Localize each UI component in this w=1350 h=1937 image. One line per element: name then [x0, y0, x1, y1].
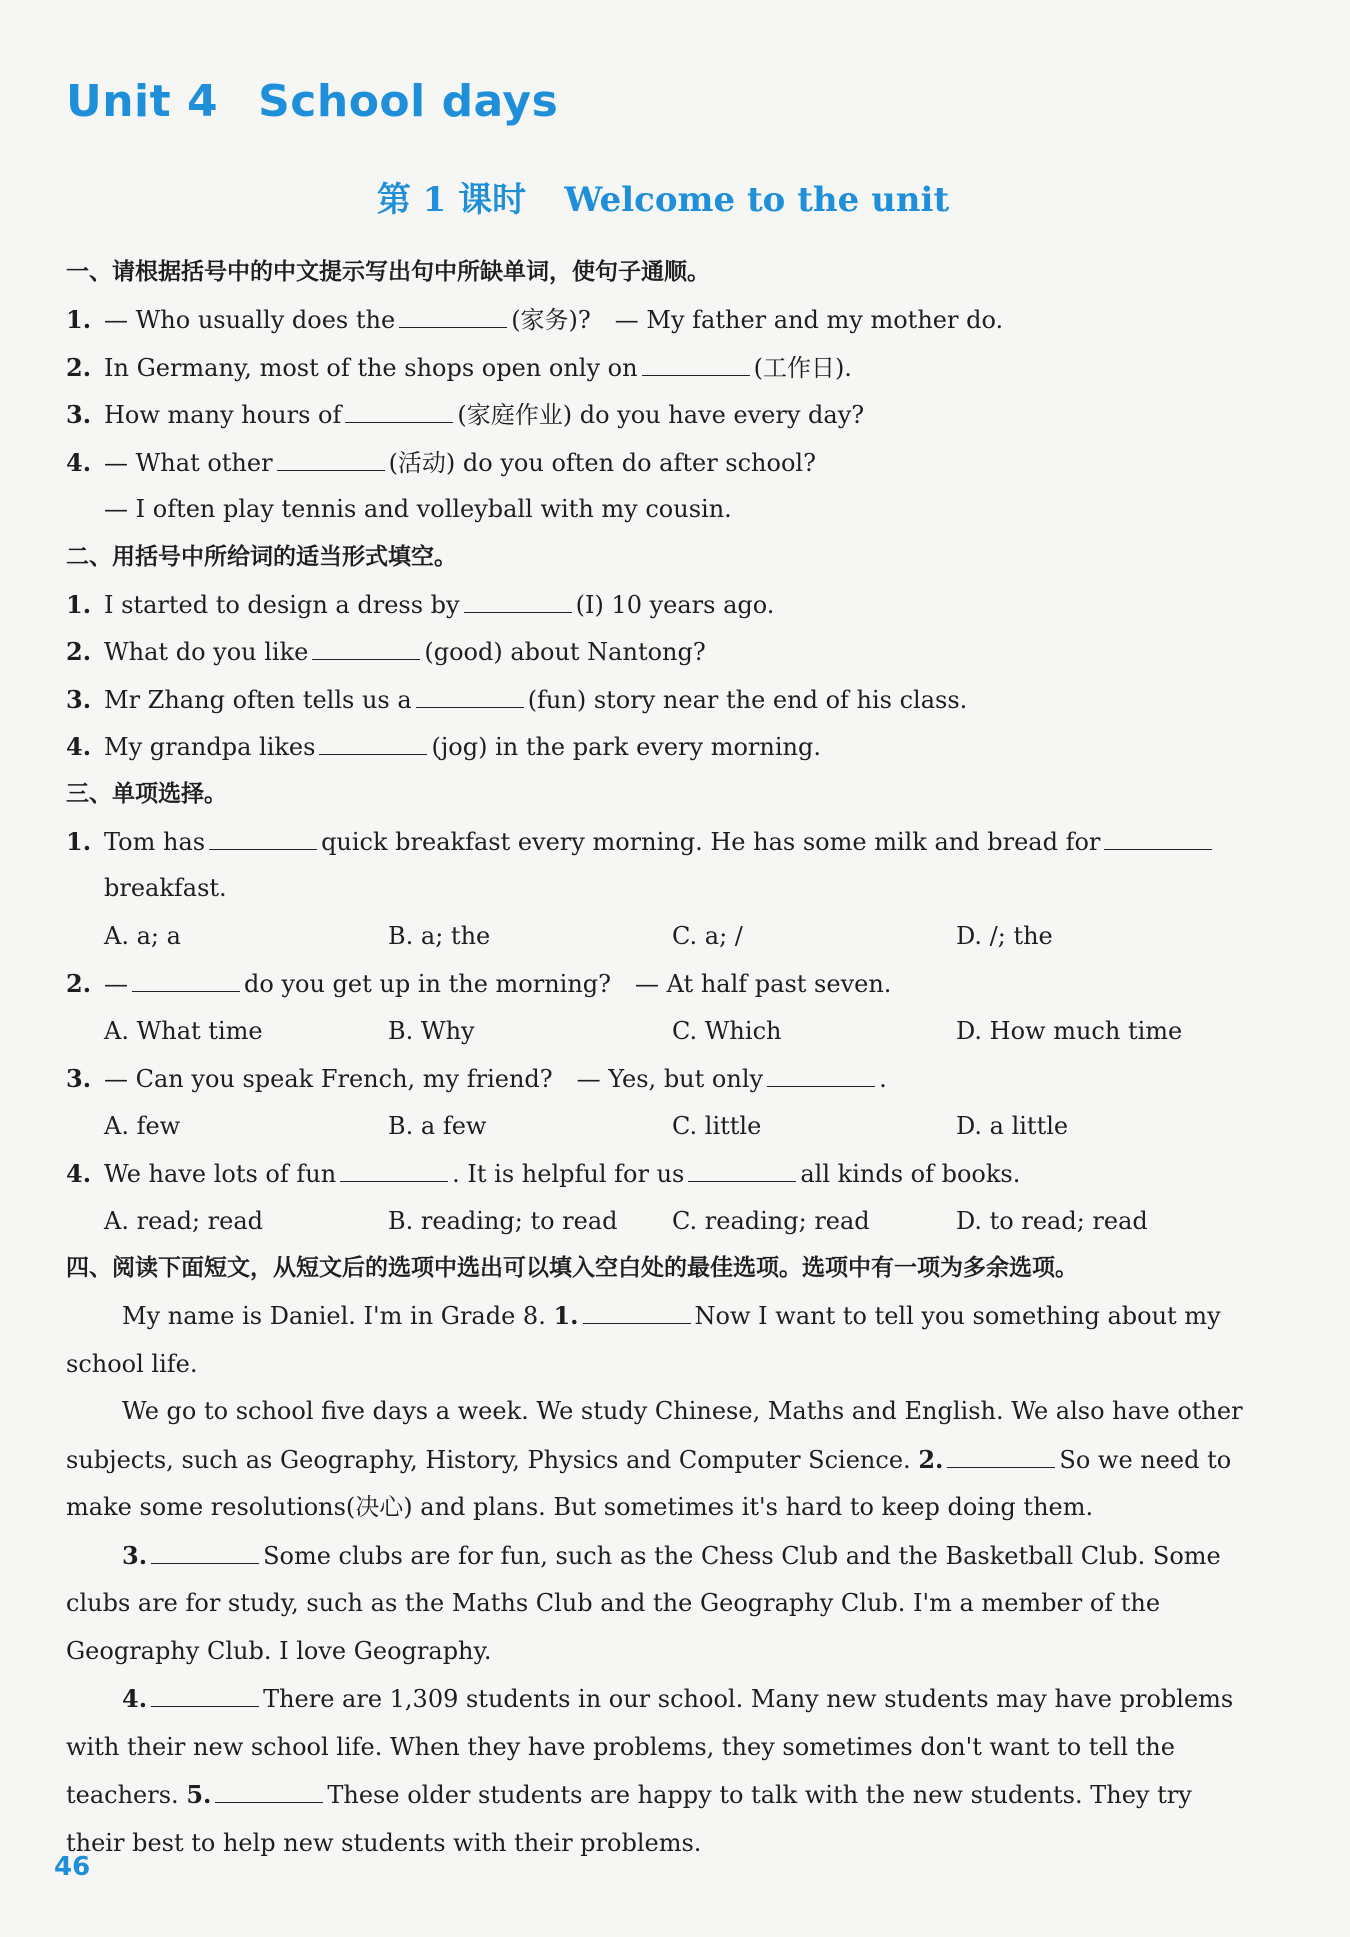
s2-item-1: 1. I started to design a dress by (I) 10 years ago. — [66, 589, 775, 619]
s3-q3-options — [66, 1103, 1260, 1151]
option-d[interactable]: D. a little — [956, 1111, 1069, 1140]
passage-paragraph-4: 4. There are 1,309 students in our school. Many new students may have problems with their new school life. When they have problems, they sometimes don't want to tell the teachers. 5. These older students are happy to talk with the new students. They try their best to help new students with their problems. — [66, 1684, 1234, 1857]
answer-blank[interactable] — [277, 448, 385, 471]
answer-blank[interactable] — [209, 827, 317, 850]
option-c[interactable]: C. reading; read — [672, 1206, 870, 1235]
option-b[interactable]: B. Why — [388, 1016, 475, 1045]
unit-label: Unit 4 — [66, 76, 219, 127]
s2-item-3: 3. Mr Zhang often tells us a (fun) story near the end of his class. — [66, 684, 968, 714]
option-b[interactable]: B. a few — [388, 1111, 487, 1140]
answer-blank[interactable] — [416, 685, 524, 708]
answer-blank[interactable] — [340, 1159, 448, 1182]
option-a[interactable]: A. few — [104, 1111, 181, 1140]
s1-item-2: 2. In Germany, most of the shops open only on (工作日). — [66, 352, 852, 382]
option-d[interactable]: D. to read; read — [956, 1206, 1148, 1235]
option-a[interactable]: A. a; a — [104, 921, 181, 950]
answer-blank[interactable] — [345, 400, 453, 423]
option-a[interactable]: A. read; read — [104, 1206, 263, 1235]
passage-paragraph-1: My name is Daniel. I'm in Grade 8. 1. Now I want to tell you something about my school life. — [66, 1301, 1221, 1378]
s3-q4-options — [66, 1198, 1260, 1246]
answer-blank[interactable] — [312, 637, 420, 660]
s3-q2: 2. — do you get up in the morning? — At half past seven. — [66, 969, 892, 998]
s3-q2-options — [66, 1008, 1260, 1056]
s3-q1: 1. Tom has quick breakfast every morning. He has some milk and bread for — [66, 818, 1260, 866]
section3-heading: 三、单项选择。 — [66, 780, 227, 807]
passage-blank-4[interactable] — [151, 1684, 259, 1707]
answer-blank[interactable] — [688, 1159, 796, 1182]
section2-heading: 二、用括号中所给词的适当形式填空。 — [66, 543, 457, 570]
lesson-name: Welcome to the unit — [564, 180, 950, 220]
passage-paragraph-3: 3. Some clubs are for fun, such as the Chess Club and the Basketball Club. Some clubs are for study, such as the Maths Club and the Geography Club. I'm a member of the Geography Club. I love Geography. — [66, 1540, 1221, 1665]
passage-blank-2[interactable] — [947, 1445, 1055, 1468]
s3-q4: 4. We have lots of fun . It is helpful for us all kinds of books. — [66, 1159, 1021, 1188]
answer-blank[interactable] — [642, 353, 750, 376]
page-number: 46 — [54, 1852, 91, 1882]
s1-item-4: 4. — What other (活动) do you often do after school? — [66, 447, 816, 477]
option-b[interactable]: B. reading; to read — [388, 1206, 618, 1235]
lesson-label: 第 1 课时 — [376, 180, 527, 220]
lesson-title — [66, 172, 1260, 221]
option-c[interactable]: C. Which — [672, 1016, 782, 1045]
answer-blank[interactable] — [319, 732, 427, 755]
option-d[interactable]: D. /; the — [956, 921, 1053, 950]
option-a[interactable]: A. What time — [104, 1016, 263, 1045]
answer-blank[interactable] — [1104, 827, 1212, 850]
passage-blank-3[interactable] — [151, 1541, 259, 1564]
option-c[interactable]: C. a; / — [672, 921, 743, 950]
s2-item-4: 4. My grandpa likes (jog) in the park every morning. — [66, 732, 821, 761]
passage-paragraph-2: We go to school five days a week. We study Chinese, Maths and English. We also have other subjects, such as Geography, History, Physics and Computer Science. 2. So we need to make some resolutions(决心) and plans. But sometimes it's hard to keep doing them. — [66, 1397, 1243, 1521]
s2-item-2: 2. What do you like (good) about Nantong? — [66, 637, 706, 666]
option-d[interactable]: D. How much time — [956, 1016, 1183, 1045]
answer-blank[interactable] — [399, 305, 507, 328]
answer-blank[interactable] — [464, 590, 572, 613]
unit-name: School days — [258, 76, 559, 127]
s1-item-3: 3. How many hours of (家庭作业) do you have every day? — [66, 400, 865, 429]
s3-q1-options — [66, 913, 1260, 961]
s3-q1-cont: breakfast. — [104, 874, 227, 902]
s1-item-4-reply: — I often play tennis and volleyball with my cousin. — [104, 495, 732, 523]
option-b[interactable]: B. a; the — [388, 921, 491, 950]
section1-heading: 一、请根据括号中的中文提示写出句中所缺单词，使句子通顺。 — [66, 259, 710, 285]
passage-blank-1[interactable] — [583, 1301, 691, 1324]
unit-title — [66, 76, 1260, 127]
section4-heading: 四、阅读下面短文，从短文后的选项中选出可以填入空白处的最佳选项。选项中有一项为多余选项。 — [66, 1255, 1078, 1281]
passage-blank-5[interactable] — [215, 1780, 323, 1803]
s1-item-1: 1. — Who usually does the (家务)? — My father and my mother do. — [66, 305, 1004, 334]
option-c[interactable]: C. little — [672, 1111, 762, 1140]
s3-q3: 3. — Can you speak French, my friend? — Yes, but only . — [66, 1064, 887, 1093]
answer-blank[interactable] — [132, 969, 240, 992]
answer-blank[interactable] — [767, 1064, 875, 1087]
